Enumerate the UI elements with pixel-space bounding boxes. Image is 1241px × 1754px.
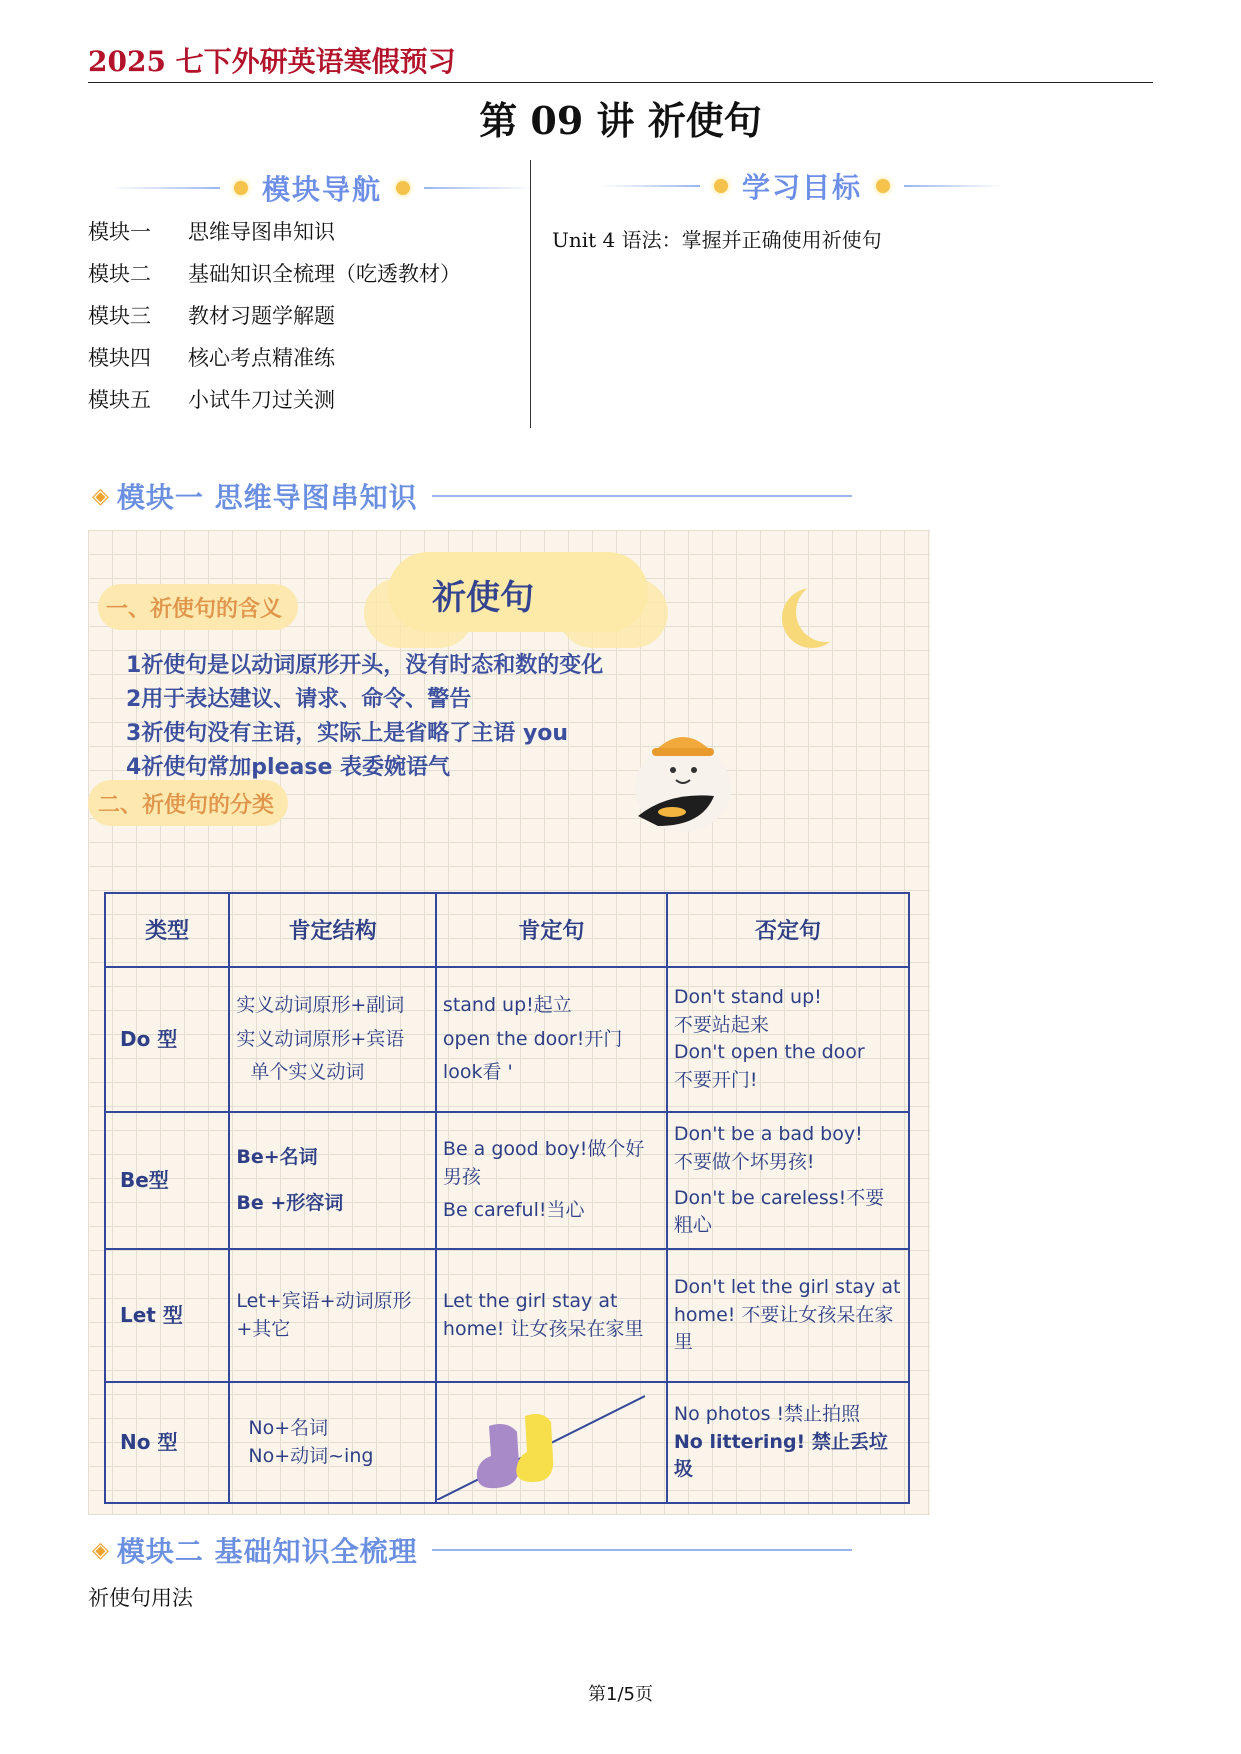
mindmap-line: 3祈使句没有主语，实际上是省略了主语 you	[126, 721, 569, 746]
header-divider	[88, 82, 1153, 83]
column-divider	[530, 160, 531, 428]
module2-banner: ◈ 模块二 基础知识全梳理	[92, 1530, 852, 1570]
nav-item[interactable]: 模块五 小试牛刀过关测	[88, 388, 335, 412]
lecture-title: 第 09 讲 祈使句	[479, 98, 762, 143]
structure-cell: Be+名词 Be +形容词	[229, 1112, 436, 1249]
dot-icon	[234, 181, 248, 195]
classification-table	[104, 892, 910, 1504]
table-row	[105, 1249, 909, 1382]
dot-icon	[396, 181, 410, 195]
dot-icon	[876, 179, 890, 193]
section-label: 祈使句用法	[88, 1586, 193, 1610]
mindmap-section2: 二、祈使句的分类	[98, 793, 275, 818]
module1-banner: ◈ 模块一 思维导图串知识	[92, 476, 852, 516]
nav-item[interactable]: 模块二 基础知识全梳理（吃透教材）	[88, 262, 461, 286]
dot-icon	[714, 179, 728, 193]
nav-heading	[110, 168, 534, 208]
type-cell: Let 型	[105, 1249, 229, 1382]
goals-heading-text: 学习目标	[742, 171, 863, 204]
mascot-icon	[618, 708, 748, 838]
negative-cell: Don't stand up! 不要站起来 Don't open the door 不要开门!	[667, 967, 909, 1112]
structure-cell: Let+宾语+动词原形+其它	[229, 1249, 436, 1382]
positive-cell-empty	[436, 1382, 667, 1503]
nav-item[interactable]: 模块一 思维导图串知识	[88, 220, 335, 244]
nav-item[interactable]: 模块四 核心考点精准练	[88, 346, 335, 370]
negative-cell: Don't let the girl stay at home! 不要让女孩呆在家里	[667, 1249, 909, 1382]
goal-text: Unit 4 语法：掌握并正确使用祈使句	[552, 228, 882, 252]
mindmap-line: 4祈使句常加please 表委婉语气	[126, 755, 451, 780]
diamond-icon: ◈	[92, 1537, 109, 1563]
diamond-icon: ◈	[92, 483, 109, 509]
mindmap-line: 1祈使句是以动词原形开头，没有时态和数的变化	[126, 653, 604, 678]
negative-cell: Don't be a bad boy! 不要做个坏男孩! Don't be careless!不要粗心	[667, 1112, 909, 1249]
mindmap-title: 祈使句	[432, 578, 534, 618]
mindmap-image	[88, 530, 930, 1515]
type-cell: No 型	[105, 1382, 229, 1503]
nav-item[interactable]: 模块三 教材习题学解题	[88, 304, 335, 328]
negative-cell: No photos !禁止拍照 No littering! 禁止丢垃圾	[667, 1382, 909, 1503]
table-header-row	[105, 893, 909, 967]
moon-icon	[796, 582, 856, 642]
table-header: 肯定句	[436, 893, 667, 967]
mindmap-section1: 一、祈使句的含义	[106, 597, 283, 622]
course-header: 2025 七下外研英语寒假预习	[88, 45, 456, 78]
mindmap-line: 2用于表达建议、请求、命令、警告	[126, 687, 472, 712]
structure-cell: 实义动词原形+副词 实义动词原形+宾语 单个实义动词	[229, 967, 436, 1112]
table-row	[105, 1382, 909, 1503]
page-number: 第1/5页	[588, 1684, 653, 1705]
positive-cell: Be a good boy!做个好男孩 Be careful!当心	[436, 1112, 667, 1249]
positive-cell: stand up!起立 open the door!开门 look看 '	[436, 967, 667, 1112]
socks-icon	[437, 1386, 645, 1500]
type-cell: Be型	[105, 1112, 229, 1249]
table-header: 否定句	[667, 893, 909, 967]
positive-cell: Let the girl stay at home! 让女孩呆在家里	[436, 1249, 667, 1382]
nav-heading-text: 模块导航	[262, 173, 383, 206]
structure-cell: No+名词 No+动词~ing	[229, 1382, 436, 1503]
table-header: 类型	[105, 893, 229, 967]
table-header: 肯定结构	[229, 893, 436, 967]
type-cell: Do 型	[105, 967, 229, 1112]
table-row	[105, 967, 909, 1112]
table-row	[105, 1112, 909, 1249]
goals-heading	[600, 166, 1004, 206]
